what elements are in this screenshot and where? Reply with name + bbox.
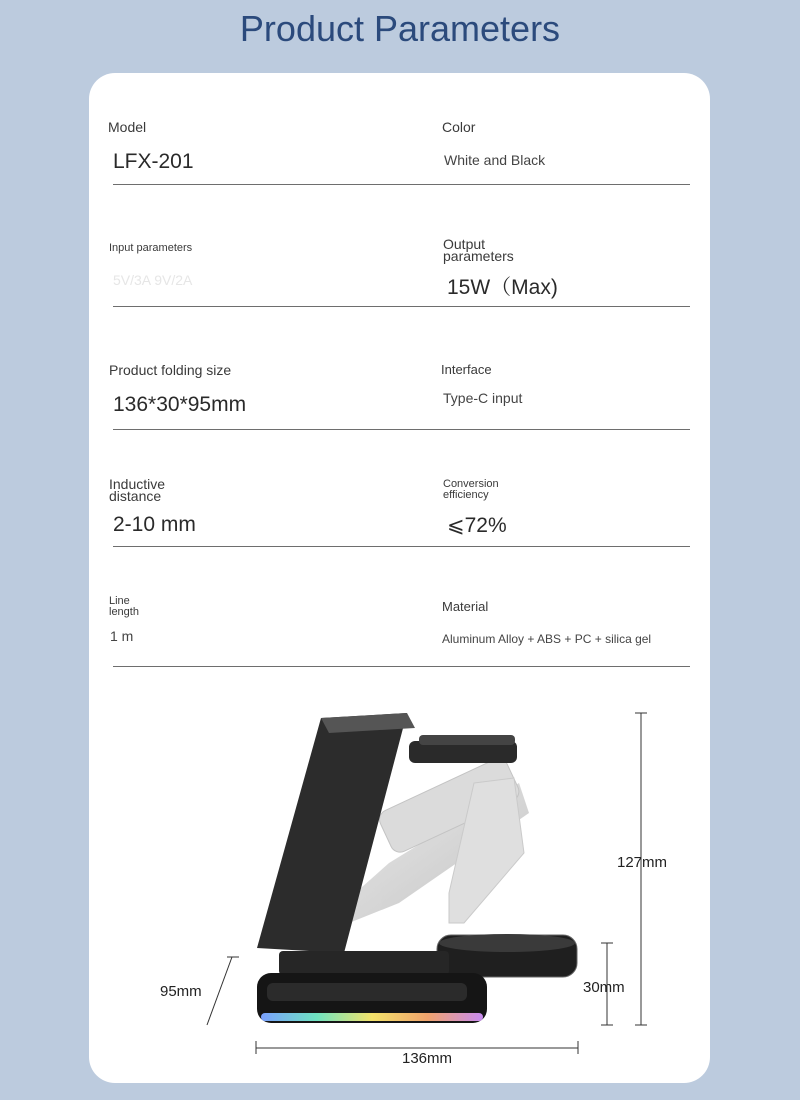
param-label-color: Color bbox=[442, 119, 476, 135]
param-value-input: 5V/3A 9V/2A bbox=[113, 272, 193, 288]
param-label-conversion-efficiency: Conversion efficiency bbox=[443, 478, 499, 501]
param-label-line-length: Line length bbox=[109, 595, 139, 618]
param-label-output: Output parameters bbox=[443, 236, 514, 264]
page-title: Product Parameters bbox=[239, 8, 561, 49]
parameters-card bbox=[89, 73, 710, 1083]
param-value-color: White and Black bbox=[444, 152, 546, 168]
dimension-thickness: 30mm bbox=[583, 979, 625, 996]
param-value-folding-size: 136*30*95mm bbox=[113, 393, 247, 416]
param-label-input: Input parameters bbox=[109, 242, 193, 254]
param-label-folding-size: Product folding size bbox=[109, 362, 232, 378]
dimension-height: 127mm bbox=[617, 854, 668, 871]
dimension-width: 136mm bbox=[402, 1050, 453, 1067]
param-label-model: Model bbox=[108, 119, 147, 135]
param-value-inductive-distance: 2-10 mm bbox=[113, 513, 196, 536]
arm bbox=[279, 951, 449, 975]
param-value-conversion-efficiency: ⩽72% bbox=[447, 514, 507, 537]
param-value-material: Aluminum Alloy + ABS + PC + silica gel bbox=[442, 632, 652, 646]
param-value-model: LFX-201 bbox=[113, 150, 194, 173]
wireless-charger-illustration bbox=[89, 73, 710, 1083]
param-value-line-length: 1 m bbox=[110, 628, 134, 644]
charger-base bbox=[257, 973, 487, 1023]
earbud-pad bbox=[437, 934, 577, 977]
param-label-interface: Interface bbox=[441, 362, 492, 377]
dimension-depth: 95mm bbox=[160, 983, 202, 1000]
param-label-material: Material bbox=[442, 599, 489, 614]
param-value-interface: Type-C input bbox=[443, 390, 523, 406]
param-value-output: 15W（Max) bbox=[447, 276, 558, 299]
param-label-inductive-distance: Inductive distance bbox=[109, 476, 166, 504]
